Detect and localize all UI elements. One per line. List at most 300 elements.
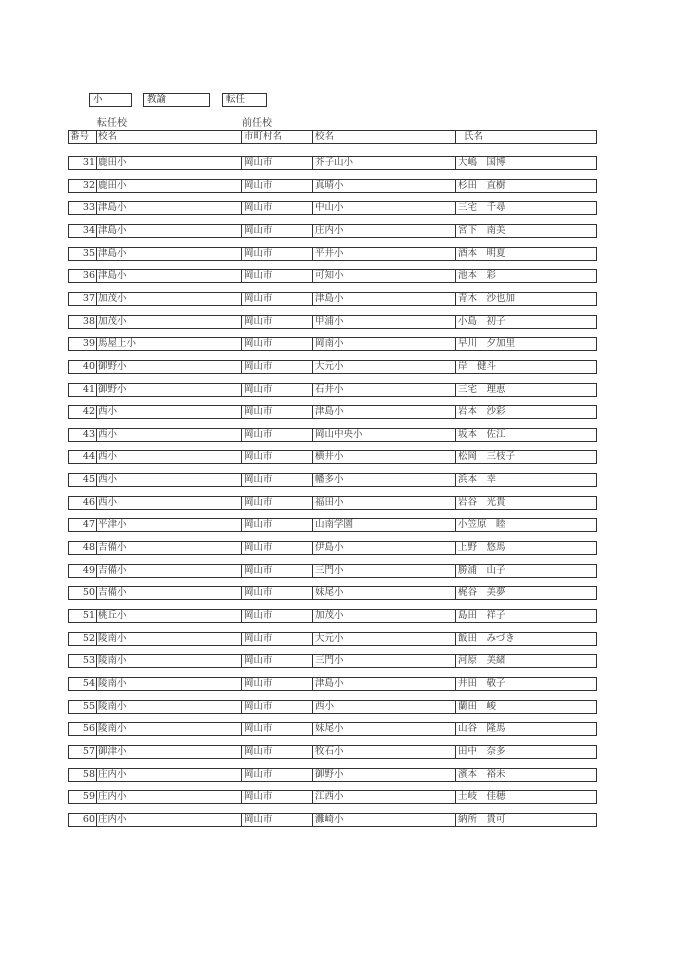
new-school-name: 西小 [98,474,118,486]
city-name: 岡山市 [244,564,273,576]
divider [312,202,313,214]
divider [241,519,242,531]
city-name: 岡山市 [244,474,273,486]
divider [312,429,313,441]
divider [96,202,97,214]
divider [312,293,313,305]
filter-level: 小 [89,93,132,107]
new-school-name: 鹿田小 [98,179,127,191]
divider [455,474,456,486]
table-row [68,496,597,510]
prev-school-name: 御野小 [315,768,344,780]
city-name: 岡山市 [244,542,273,553]
teacher-name: 池本 彩 [458,270,497,282]
prev-school-name: 三門小 [315,564,344,576]
divider [455,384,456,396]
divider [312,701,313,713]
table-row [68,700,597,714]
new-school-name: 吉備小 [98,587,127,599]
divider [312,474,313,486]
divider [312,316,313,328]
divider [241,791,242,803]
divider [96,519,97,531]
teacher-name: 蘭田 峻 [458,700,497,712]
prev-school-name: 伊島小 [315,542,344,553]
new-school-name: 陵南小 [98,677,127,689]
divider [312,542,313,554]
new-school-name: 加茂小 [98,292,127,304]
divider [96,429,97,441]
divider [241,587,242,599]
new-school-name: 西小 [98,406,118,418]
table-row [68,564,597,578]
new-school-name: 加茂小 [98,315,127,327]
table-row [68,790,597,804]
divider [96,157,97,169]
new-school-name: 陵南小 [98,700,127,712]
prev-school-name: 庄内小 [315,224,344,236]
city-name: 岡山市 [244,315,273,327]
divider [96,406,97,418]
divider [96,270,97,282]
divider [96,248,97,260]
row-number: 54 [82,677,95,689]
divider [96,497,97,509]
table-row [68,518,597,532]
divider [455,610,456,622]
divider [96,678,97,690]
divider [455,565,456,577]
divider [96,565,97,577]
table-row [68,292,597,306]
divider [96,542,97,554]
city-name: 岡山市 [244,723,273,735]
divider [241,769,242,781]
row-number: 39 [82,338,95,350]
prev-school-name: 大元小 [315,632,344,644]
new-school-name: 庄内小 [98,791,127,803]
city-name: 岡山市 [244,428,273,440]
new-school-name: 御野小 [98,360,127,372]
teacher-name: 三宅 理恵 [458,383,506,395]
divider [312,451,313,463]
divider [241,338,242,350]
divider [312,180,313,192]
prev-school-name: 西小 [315,700,335,712]
teacher-name: 田中 奈多 [458,745,506,757]
teacher-name: 井田 敬子 [458,677,506,689]
divider [241,746,242,758]
divider [455,746,456,758]
row-number: 34 [82,224,95,236]
divider [96,293,97,305]
divider [455,157,456,169]
divider [455,655,456,667]
teacher-name: 勝浦 山子 [458,564,506,576]
table-row [68,473,597,487]
city-name: 岡山市 [244,270,273,282]
table-row [68,224,597,238]
divider [312,610,313,622]
new-school-name: 津島小 [98,202,127,214]
divider [241,429,242,441]
divider [96,474,97,486]
row-number: 56 [82,723,95,735]
city-name: 岡山市 [244,338,273,350]
divider [96,384,97,396]
divider [312,678,313,690]
row-number: 50 [82,587,95,599]
new-school-name: 桃丘小 [98,610,127,621]
table-row [68,541,597,555]
row-number: 47 [82,519,95,531]
city-name: 岡山市 [244,610,273,621]
table-row [68,383,597,397]
divider [241,678,242,690]
table-row [68,450,597,464]
divider [455,723,456,735]
divider [312,270,313,282]
city-name: 岡山市 [244,224,273,236]
city-name: 岡山市 [244,632,273,644]
new-school-name: 西小 [98,428,118,440]
divider [312,769,313,781]
new-school-name: 津島小 [98,270,127,282]
row-number: 41 [82,383,95,395]
divider [312,131,313,143]
row-number: 60 [82,813,95,825]
teacher-name: 山谷 隆馬 [458,723,506,735]
row-number: 38 [82,315,95,327]
table-row [68,269,597,283]
teacher-name: 島田 祥子 [458,610,506,621]
divider [312,361,313,373]
table-row [68,360,597,374]
table-row [68,722,597,736]
table-row [68,632,597,646]
teacher-name: 梶谷 美夢 [458,587,506,599]
divider [312,791,313,803]
table-row [68,677,597,691]
city-name: 岡山市 [244,179,273,191]
divider [312,225,313,237]
teacher-name: 小島 初子 [458,315,506,327]
new-school-name: 庄内小 [98,768,127,780]
row-number: 59 [82,791,95,803]
divider [241,474,242,486]
teacher-name: 土岐 佳穂 [458,791,506,803]
teacher-name: 河原 美緒 [458,655,506,667]
divider [455,248,456,260]
city-name: 岡山市 [244,519,273,531]
row-number: 51 [82,610,95,621]
divider [455,769,456,781]
divider [312,565,313,577]
divider [96,701,97,713]
table-row [68,768,597,782]
table-row [68,586,597,600]
divider [312,633,313,645]
divider [455,361,456,373]
divider [312,497,313,509]
table-row [68,813,597,827]
divider [455,542,456,554]
city-name: 岡山市 [244,406,273,418]
divider [241,225,242,237]
table-row [68,315,597,329]
prev-school-name: 芥子山小 [315,157,354,168]
teacher-name: 三宅 千尋 [458,202,506,214]
city-name: 岡山市 [244,655,273,667]
city-name: 岡山市 [244,157,273,168]
city-name: 岡山市 [244,587,273,599]
divider [241,248,242,260]
table-row [68,654,597,668]
prev-school-name: 真晴小 [315,179,344,191]
new-school-name: 平津小 [98,519,127,531]
prev-school-name: 大元小 [315,360,344,372]
city-name: 岡山市 [244,745,273,757]
city-name: 岡山市 [244,360,273,372]
prev-school-name: 可知小 [315,270,344,282]
prev-school-name: 甲浦小 [315,315,344,327]
divider [241,157,242,169]
filter-type: 転任 [222,93,267,107]
divider [312,384,313,396]
row-number: 37 [82,292,95,304]
teacher-name: 飯田 みづき [458,632,515,644]
divider [312,587,313,599]
prev-school-name: 福田小 [315,496,344,508]
divider [241,384,242,396]
divider [455,519,456,531]
table-row [68,337,597,351]
row-number: 46 [82,496,95,508]
table-row [68,156,597,170]
group-header-prev-school: 前任校 [242,118,272,129]
divider [312,248,313,260]
table-row [68,745,597,759]
divider [96,587,97,599]
divider [96,361,97,373]
table-row [68,428,597,442]
teacher-name: 青木 沙也加 [458,292,516,304]
col-number: 番号 [70,131,90,142]
prev-school-name: 三門小 [315,655,344,667]
divider [96,225,97,237]
divider [241,131,242,143]
row-number: 52 [82,632,95,644]
prev-school-name: 津島小 [315,292,344,304]
divider [241,723,242,735]
divider [96,610,97,622]
prev-school-name: 灘崎小 [315,813,344,825]
teacher-name: 岩谷 光貴 [458,496,506,508]
table-row [68,405,597,419]
divider [455,814,456,826]
prev-school-name: 中山小 [315,202,344,214]
divider [455,202,456,214]
row-number: 57 [82,745,95,757]
city-name: 岡山市 [244,247,273,259]
divider [241,655,242,667]
new-school-name: 吉備小 [98,542,127,553]
divider [96,180,97,192]
row-number: 44 [82,451,95,463]
divider [455,497,456,509]
prev-school-name: 妹尾小 [315,587,344,599]
teacher-name: 酒本 明夏 [458,247,506,259]
group-header-new-school: 転任校 [97,118,127,129]
divider [312,655,313,667]
new-school-name: 津島小 [98,247,127,259]
prev-school-name: 牧石小 [315,745,344,757]
divider [241,565,242,577]
divider [455,451,456,463]
city-name: 岡山市 [244,383,273,395]
row-number: 33 [82,202,95,214]
col-prev-school-name: 校名 [315,131,335,142]
teacher-name: 岩本 沙彩 [458,406,506,418]
new-school-name: 陵南小 [98,632,127,644]
col-name: 氏名 [464,131,484,142]
row-number: 48 [82,542,95,553]
filter-job: 教諭 [143,93,210,107]
divider [455,131,456,143]
row-number: 42 [82,406,95,418]
divider [96,633,97,645]
divider [96,746,97,758]
new-school-name: 西小 [98,451,118,463]
teacher-name: 早川 夕加里 [458,338,516,350]
divider [241,270,242,282]
divider [96,723,97,735]
row-number: 32 [82,179,95,191]
city-name: 岡山市 [244,451,273,463]
city-name: 岡山市 [244,813,273,825]
new-school-name: 庄内小 [98,813,127,825]
divider [241,180,242,192]
divider [312,519,313,531]
table-row [68,201,597,215]
new-school-name: 御野小 [98,383,127,395]
divider [455,316,456,328]
city-name: 岡山市 [244,202,273,214]
teacher-name: 岸 健斗 [458,360,497,372]
city-name: 岡山市 [244,768,273,780]
city-name: 岡山市 [244,700,273,712]
prev-school-name: 平井小 [315,247,344,259]
row-number: 40 [82,360,95,372]
divider [241,202,242,214]
teacher-name: 坂本 佐江 [458,428,506,440]
row-number: 43 [82,428,95,440]
teacher-name: 小笠原 睦 [458,519,506,531]
prev-school-name: 岡山中央小 [315,428,363,440]
divider [96,131,97,143]
prev-school-name: 横井小 [315,451,344,463]
teacher-name: 納所 貴可 [458,813,506,825]
divider [241,497,242,509]
divider [241,316,242,328]
row-number: 31 [82,157,95,168]
new-school-name: 陵南小 [98,723,127,735]
divider [312,157,313,169]
divider [312,406,313,418]
teacher-name: 浜本 幸 [458,474,497,486]
column-header-row [68,130,597,144]
city-name: 岡山市 [244,496,273,508]
divider [241,610,242,622]
divider [241,542,242,554]
teacher-name: 杉田 直樹 [458,179,506,191]
city-name: 岡山市 [244,791,273,803]
row-number: 45 [82,474,95,486]
divider [96,655,97,667]
prev-school-name: 津島小 [315,677,344,689]
teacher-name: 松岡 三枝子 [458,451,516,463]
col-city: 市町村名 [244,131,283,142]
divider [312,723,313,735]
divider [455,293,456,305]
divider [312,338,313,350]
divider [241,293,242,305]
divider [455,678,456,690]
table-row [68,179,597,193]
teacher-name: 宮下 南美 [458,224,506,236]
teacher-name: 上野 悠馬 [458,542,506,553]
new-school-name: 御津小 [98,745,127,757]
divider [455,225,456,237]
row-number: 53 [82,655,95,667]
divider [96,814,97,826]
new-school-name: 馬屋上小 [98,338,137,350]
table-row [68,609,597,623]
new-school-name: 津島小 [98,224,127,236]
divider [455,587,456,599]
teacher-name: 大嶋 国博 [458,157,506,168]
table-row [68,247,597,261]
row-number: 58 [82,768,95,780]
row-number: 55 [82,700,95,712]
new-school-name: 吉備小 [98,564,127,576]
row-number: 49 [82,564,95,576]
new-school-name: 鹿田小 [98,157,127,168]
row-number: 35 [82,247,95,259]
teacher-name: 濱本 裕未 [458,768,506,780]
divider [241,633,242,645]
divider [312,814,313,826]
new-school-name: 陵南小 [98,655,127,667]
divider [96,316,97,328]
new-school-name: 西小 [98,496,118,508]
divider [241,361,242,373]
prev-school-name: 加茂小 [315,610,344,621]
divider [455,180,456,192]
prev-school-name: 江西小 [315,791,344,803]
divider [455,429,456,441]
divider [455,633,456,645]
prev-school-name: 石井小 [315,383,344,395]
prev-school-name: 岡南小 [315,338,344,350]
divider [241,814,242,826]
divider [96,791,97,803]
divider [96,338,97,350]
divider [455,701,456,713]
city-name: 岡山市 [244,292,273,304]
divider [96,769,97,781]
divider [241,701,242,713]
